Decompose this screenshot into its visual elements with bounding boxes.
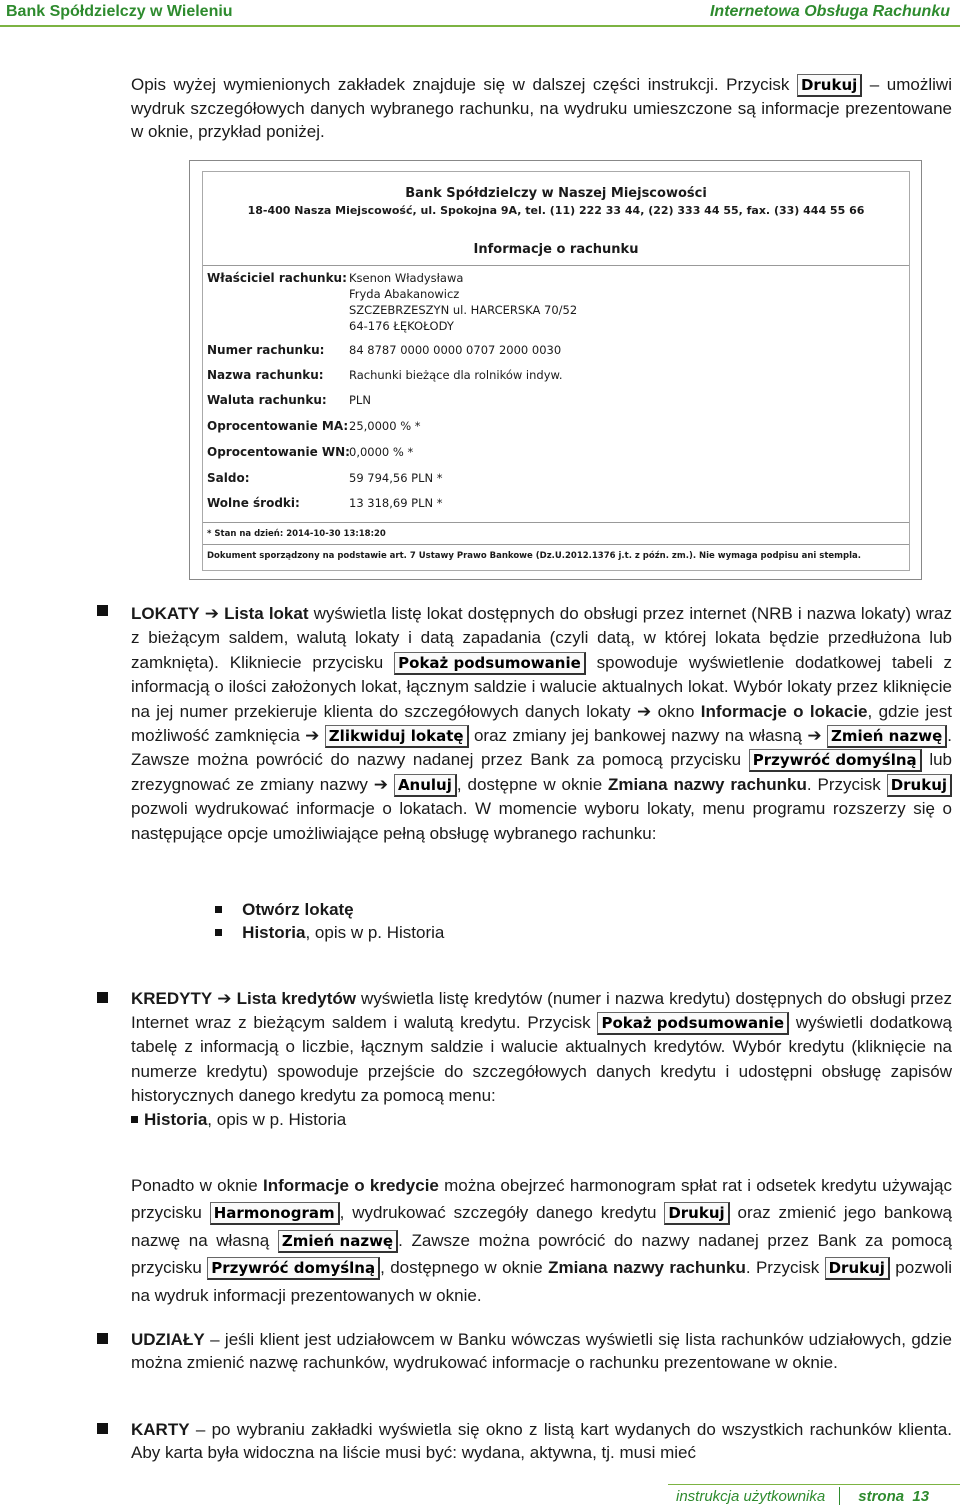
pokaz-podsumowanie-button-ref: Pokaż podsumowanie [597,1012,789,1035]
section-bullet [97,992,108,1003]
karty-heading: KARTY [131,1420,190,1439]
lokaty-option-item [215,921,615,944]
footer-separator [839,1487,840,1505]
currency-label: Waluta rachunku: [207,393,327,407]
owner-line: Fryda Abakanowicz [349,287,460,301]
intro-text-1: Opis wyżej wymienionych zakładek znajduje się w dalszej części instrukcji. Przycisk [131,75,797,94]
option-otworz-lokate: Otwórz lokatę [242,900,354,919]
kredyty-text: , wydrukować szczegóły danego kredytu [339,1203,665,1223]
kredyty-text: , dostępnego w oknie [380,1258,549,1278]
pokaz-podsumowanie-button-ref: Pokaż podsumowanie [394,652,586,675]
printout-divider [203,265,909,266]
lokaty-section [131,602,952,846]
harmonogram-button-ref: Harmonogram [210,1202,340,1225]
arrow-icon: ➔ [636,701,652,721]
arrow-icon: ➔ [305,726,320,746]
udzialy-heading: UDZIAŁY [131,1330,205,1349]
lokaty-text: oraz zmiany jej bankowej nazwy na własną [468,726,808,746]
owner-line: Ksenon Władysława [349,271,464,285]
section-bullet [97,1423,108,1434]
lokaty-text: wyświetla listę lokat dostępnych do obsługi przez internet (NRB i nazwa lokaty) wraz z bieżącym saldem, walutą lokaty i datą zapadania (czyli datą, w której lokata będzie przedłużona lub zamknięta). Klikniecie przycisku [131,604,952,672]
okno-zmiana-nazwy: Zmiana nazwy rachunku [548,1258,746,1278]
lokaty-heading: LOKATY [131,604,200,623]
page-header [0,0,960,26]
udzialy-section [131,1328,952,1374]
rate-wn-value: 0,0000 % * [349,445,414,459]
printout-divider [203,544,909,545]
printout-stan: * Stan na dzień: 2014-10-30 13:18:20 [207,529,386,539]
okno-informacje-o-lokacie: Informacje o lokacie [700,701,868,721]
available-funds-value: 13 318,69 PLN * [349,496,443,510]
intro-paragraph [131,73,952,143]
lokaty-text: pozwoli wydrukować informacje o lokatach. W momencie wyboru lokaty, menu programu rozszerzy się o następujące opcje umożliwiające pełną obsługę wybranego rachunku: [131,799,952,843]
kredyty-option-item [131,1108,952,1132]
printout-title: Informacje o rachunku [473,242,639,257]
bullet-icon [215,906,222,913]
intro-text-2: – umożliwi wydruk szczegółowych danych wybranego rachunku, na wydruku umieszczone są informacje prezentowane w oknie, przykład poniżej. [131,75,952,141]
printout-address: 18-400 Nasza Miejscowość, ul. Spokojna 9A, tel. (11) 222 33 44, (22) 333 44 55, fax. (33) 444 55 66 [247,204,865,217]
drukuj-button-ref: Drukuj [825,1257,890,1280]
lokaty-text: spowoduje wyświetlenie dodatkowej tabeli z informacją o ilości założonych lokat, łącznym saldzie i walucie aktualnych lokat. Wybór lokaty przez kliknięcie na jej numer przekieruje klienta do szczegółowych danych lokaty [131,652,952,721]
kredyty-paragraph-2 [131,1172,952,1309]
lokaty-option-list [215,898,615,944]
balance-label: Saldo: [207,471,250,485]
rate-ma-label: Oprocentowanie MA: [207,419,349,433]
currency-value: PLN [349,393,371,407]
footer-page-number: 13 [912,1488,930,1505]
przywroc-domyslna-button-ref: Przywróć domyślną [207,1257,380,1280]
rate-ma-value: 25,0000 % * [349,419,421,433]
kredyty-heading: KREDYTY [131,989,213,1008]
kredyty-text: oraz zmienić jego bankową nazwę na własną [131,1203,952,1250]
drukuj-button-ref: Drukuj [797,74,862,97]
option-historia-desc: , opis w p. Historia [305,923,445,942]
lokaty-text: , gdzie jest możliwość zamknięcia [131,701,953,746]
printout-divider [203,522,909,523]
available-funds-label: Wolne środki: [207,496,300,510]
lokaty-text: lub zrezygnować ze zmiany nazwy [131,750,953,794]
footer-doc-name: instrukcja użytkownika [676,1488,826,1505]
rate-wn-label: Oprocentowanie WN: [207,445,350,459]
account-number-label: Numer rachunku: [207,343,325,357]
lokaty-subheading: Lista lokat [224,604,309,623]
kredyty-subheading: Lista kredytów [236,989,356,1008]
kredyty-section [131,987,952,1132]
drukuj-button-ref: Drukuj [887,774,952,797]
zlikwiduj-lokate-button-ref: Zlikwiduj lokatę [325,725,469,748]
footer-page-label: strona [858,1488,905,1505]
lokaty-text: , dostępne w oknie [456,774,609,794]
kredyty-text: można obejrzeć harmonogram spłat rat i odsetek kredytu używając przycisku [131,1176,952,1223]
owner-label: Właściciel rachunku: [207,271,347,285]
karty-section [131,1418,952,1464]
header-doc-title: Internetowa Obsługa Rachunku [709,3,950,20]
arrow-icon: ➔ [204,604,219,623]
section-bullet [97,1333,108,1344]
option-historia: Historia [242,923,306,942]
bullet-icon [215,929,222,936]
account-name-value: Rachunki bieżące dla rolników indyw. [349,368,563,382]
okno-informacje-o-kredycie: Informacje o kredycie [263,1176,439,1195]
drukuj-button-ref: Drukuj [664,1202,729,1225]
account-number-value: 84 8787 0000 0000 0707 2000 0030 [349,343,562,357]
kredyty-text: wyświetla listę kredytów (numer i nazwa kredytu) dostępnych do obsługi przez Internet wraz z bieżącym saldem i walutą kredytu. Przycisk [131,989,952,1033]
header-divider [0,25,960,27]
lokaty-text: okno [651,701,701,721]
printout-frame [202,171,910,571]
karty-text: – po wybraniu zakładki wyświetla się okno z listą kart wydanych do wszystkich rachunków klienta. Aby karta była widoczna na liście musi być: wydana, aktywna, tj. musi mieć [131,1420,952,1462]
lokaty-option-item [215,898,615,921]
arrow-icon: ➔ [373,774,389,794]
kredyty-text: Ponadto w oknie [131,1176,264,1195]
option-historia-desc: , opis w p. Historia [207,1110,347,1130]
header-bank-name: Bank Spółdzielczy w Wieleniu [6,3,233,20]
przywroc-domyslna-button-ref: Przywróć domyślną [749,749,922,772]
lokaty-text: . Przycisk [806,774,887,794]
kredyty-text: . Przycisk [745,1258,825,1278]
bullet-icon [131,1116,138,1123]
owner-line: 64-176 ŁĘKOŁODY [349,319,454,333]
arrow-icon: ➔ [807,726,822,746]
zmien-nazwe-button-ref: Zmień nazwę [278,1230,398,1253]
section-bullet [97,605,108,616]
udzialy-text: – jeśli klient jest udziałowcem w Banku wówczas wyświetli się lista rachunków udziałowych, gdzie można zmienić nazwę rachunków, wydrukować informacje o rachunku prezentowane w oknie. [131,1330,952,1372]
printout-bank-name: Bank Spółdzielczy w Naszej Miejscowości [405,186,707,201]
footer-divider [668,1484,960,1485]
arrow-icon: ➔ [217,989,232,1008]
printout-doc-note: Dokument sporządzony na podstawie art. 7 Ustawy Prawo Bankowe (Dz.U.2012.1376 j.t. z późn. zm.). Nie wymaga podpisu ani stempla. [207,551,861,561]
anuluj-button-ref: Anuluj [394,774,457,797]
okno-zmiana-nazwy: Zmiana nazwy rachunku [608,774,807,794]
option-historia: Historia [144,1110,208,1130]
owner-line: SZCZEBRZESZYN ul. HARCERSKA 70/52 [349,303,578,317]
zmien-nazwe-button-ref: Zmień nazwę [827,725,947,748]
page-footer [676,1487,929,1505]
balance-value: 59 794,56 PLN * [349,471,443,485]
kredyty-text: pozwoli na wydruk informacji prezentowanych w oknie. [131,1258,952,1305]
lokaty-text: . Zawsze można powrócić do nazwy nadanej przez Bank za pomocą przycisku [131,726,952,770]
kredyty-text: . Zawsze można powrócić do nazwy nadanej przez Bank za pomocą przycisku [131,1230,952,1278]
account-info-printout [189,160,922,580]
kredyty-text: wyświetli dodatkową tabelę z informacją o liczbie, łącznym saldzie i walucie aktualnych kredytów. Wybór kredytu (kliknięcie na numerze kredytu) spowoduje przejście do szczegółowych danych kredytu i udostępni obsługę zapisów historycznych danego kredytu za pomocą menu: [131,1013,952,1105]
account-name-label: Nazwa rachunku: [207,368,324,382]
